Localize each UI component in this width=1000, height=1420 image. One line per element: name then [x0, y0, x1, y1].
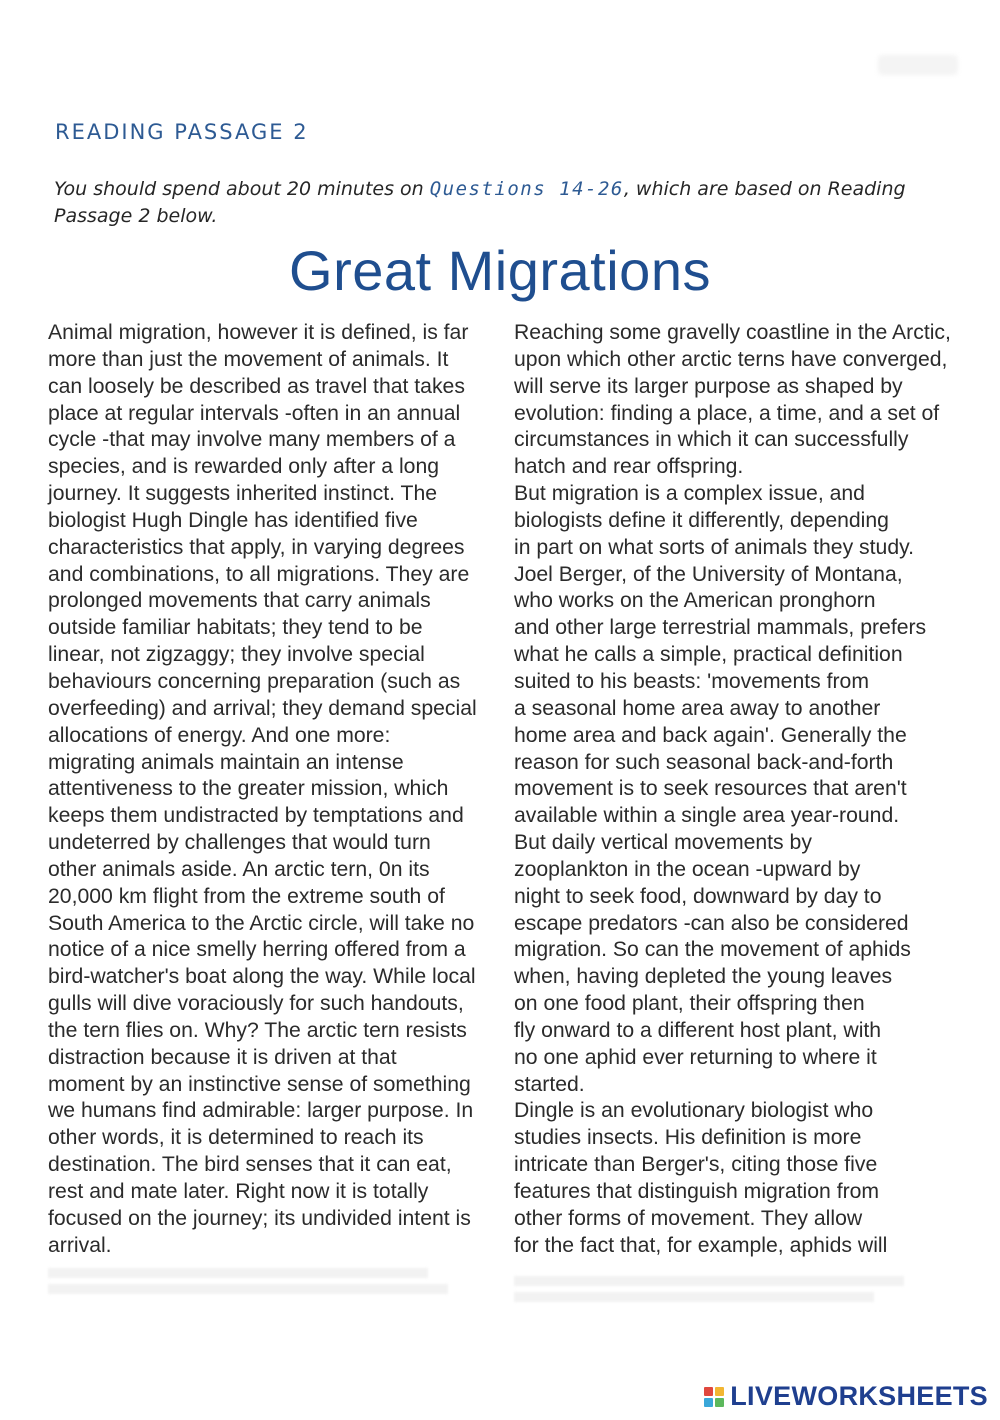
logo-square-3 — [704, 1398, 713, 1407]
right-column-line: hatch and rear offspring. — [514, 455, 744, 479]
left-column-line: keeps them undistracted by temptations and — [48, 804, 464, 828]
right-column-line: movement is to seek resources that aren't — [514, 777, 907, 801]
left-column-line: notice of a nice smelly herring offered from a — [48, 938, 466, 962]
right-column-line: on one food plant, their offspring then — [514, 992, 865, 1016]
passage-left-column — [48, 320, 498, 1260]
left-column-line: destination. The bird senses that it can eat, — [48, 1153, 452, 1177]
left-column-line: characteristics that apply, in varying degrees — [48, 535, 465, 559]
left-column-line: arrival. — [48, 1233, 112, 1257]
left-column-line: place at regular intervals -often in an annual — [48, 401, 461, 425]
left-column-line: distraction because it is driven at that — [48, 1045, 397, 1069]
left-column-line: gulls will dive voraciously for such handouts, — [48, 992, 464, 1016]
right-column-line: circumstances in which it can successfully — [514, 428, 909, 452]
left-column-line: outside familiar habitats; they tend to be — [48, 616, 423, 640]
faded-page-number — [878, 55, 958, 75]
right-column-line: available within a single area year-round. — [514, 804, 900, 828]
left-column-line: prolonged movements that carry animals — [48, 589, 431, 613]
left-column-line: overfeeding) and arrival; they demand special — [48, 696, 477, 720]
right-column-line: home area and back again'. Generally the — [514, 723, 907, 747]
right-column-line: what he calls a simple, practical definition — [514, 643, 903, 667]
instruction-before: You should spend about 20 minutes on — [54, 178, 430, 200]
right-column-line: fly onward to a different host plant, with — [514, 1018, 882, 1042]
logo-square-2 — [715, 1387, 724, 1396]
left-column-line: behaviours concerning preparation (such as — [48, 669, 461, 693]
right-column-line: studies insects. His definition is more — [514, 1126, 862, 1150]
left-column-line: 20,000 km flight from the extreme south of — [48, 884, 445, 908]
right-column-line: biologists define it differently, depending — [514, 508, 889, 532]
liveworksheets-brand — [704, 1381, 988, 1412]
left-column-line: other animals aside. An arctic tern, 0n its — [48, 857, 430, 881]
questions-reference: Questions 14-26 — [429, 178, 624, 200]
left-column-line: biologist Hugh Dingle has identified five — [48, 508, 418, 532]
right-column-line: upon which other arctic terns have converged, — [514, 347, 948, 371]
right-column-line: features that distinguish migration from — [514, 1180, 880, 1203]
right-column-line: and other large terrestrial mammals, prefers — [514, 616, 927, 640]
left-column-line: allocations of energy. And one more: — [48, 723, 391, 747]
left-column-line: we humans find admirable: larger purpose. In — [48, 1099, 474, 1123]
right-column-line: night to seek food, downward by day to — [514, 884, 882, 908]
left-column-line: journey. It suggests inherited instinct. The — [48, 482, 438, 506]
section-label: READING PASSAGE 2 — [55, 120, 309, 144]
right-column-line: for the fact that, for example, aphids will — [514, 1233, 888, 1257]
passage-title: Great Migrations — [289, 239, 711, 302]
right-column-line: in part on what sorts of animals they study. — [514, 535, 915, 559]
right-column-line: suited to his beasts: 'movements from — [514, 669, 869, 693]
left-column-line: cycle -that may involve many members of a — [48, 428, 456, 452]
right-column-line: when, having depleted the young leaves — [514, 965, 893, 989]
right-column-line: intricate than Berger's, citing those five — [514, 1153, 878, 1177]
liveworksheets-logo-icon — [704, 1387, 724, 1407]
logo-square-1 — [704, 1387, 713, 1396]
logo-square-4 — [715, 1398, 724, 1407]
right-column-line: escape predators -can also be considered — [514, 911, 909, 935]
left-column-line: linear, not zigzaggy; they involve special — [48, 643, 425, 667]
left-column-line: other words, it is determined to reach its — [48, 1126, 424, 1150]
left-column-line: moment by an instinctive sense of something — [48, 1072, 471, 1096]
right-column-line: zooplankton in the ocean -upward by — [514, 857, 861, 881]
right-column-line: other forms of movement. They allow — [514, 1206, 863, 1230]
left-column-line: migrating animals maintain an intense — [48, 750, 404, 774]
left-column-line: undeterred by challenges that would turn — [48, 831, 431, 855]
passage-right-column — [514, 320, 970, 1260]
left-column-line: focused on the journey; its undivided intent is — [48, 1206, 471, 1230]
right-column-line: But migration is a complex issue, and — [514, 482, 865, 506]
instruction-after: , which are based on Reading Passage 2 below. — [54, 178, 906, 227]
right-column-line: who works on the American pronghorn — [514, 589, 876, 613]
bleed-through-text-left — [48, 1262, 468, 1322]
right-column-line: Reaching some gravelly coastline in the Arctic, — [514, 321, 951, 344]
right-column-line: started. — [514, 1072, 585, 1096]
right-column-line: reason for such seasonal back-and-forth — [514, 750, 894, 774]
left-column-line: Animal migration, however it is defined, is far — [48, 321, 469, 344]
right-column-line: migration. So can the movement of aphids — [514, 938, 911, 962]
left-column-line: rest and mate later. Right now it is totally — [48, 1180, 429, 1203]
right-column-line: evolution: finding a place, a time, and a set of — [514, 401, 940, 425]
left-column-line: the tern flies on. Why? The arctic tern resists — [48, 1018, 467, 1042]
left-column-line: and combinations, to all migrations. They are — [48, 562, 470, 586]
right-column-line: will serve its larger purpose as shaped by — [514, 374, 903, 398]
right-column-line: Dingle is an evolutionary biologist who — [514, 1099, 874, 1123]
right-column-line: a seasonal home area away to another — [514, 696, 881, 720]
brand-name: LIVEWORKSHEETS — [730, 1381, 988, 1411]
right-column-line: no one aphid ever returning to where it — [514, 1045, 877, 1069]
left-column-line: more than just the movement of animals. It — [48, 347, 449, 371]
left-column-line: attentiveness to the greater mission, which — [48, 777, 449, 801]
right-column-line: But daily vertical movements by — [514, 831, 812, 855]
right-column-line: Joel Berger, of the University of Montana, — [514, 562, 903, 586]
instruction-text — [54, 176, 964, 230]
bleed-through-text-right — [514, 1270, 934, 1320]
left-column-line: bird-watcher's boat along the way. While local — [48, 965, 476, 989]
left-column-line: species, and is rewarded only after a long — [48, 455, 440, 479]
left-column-line: can loosely be described as travel that takes — [48, 374, 465, 398]
left-column-line: South America to the Arctic circle, will take no — [48, 911, 475, 935]
